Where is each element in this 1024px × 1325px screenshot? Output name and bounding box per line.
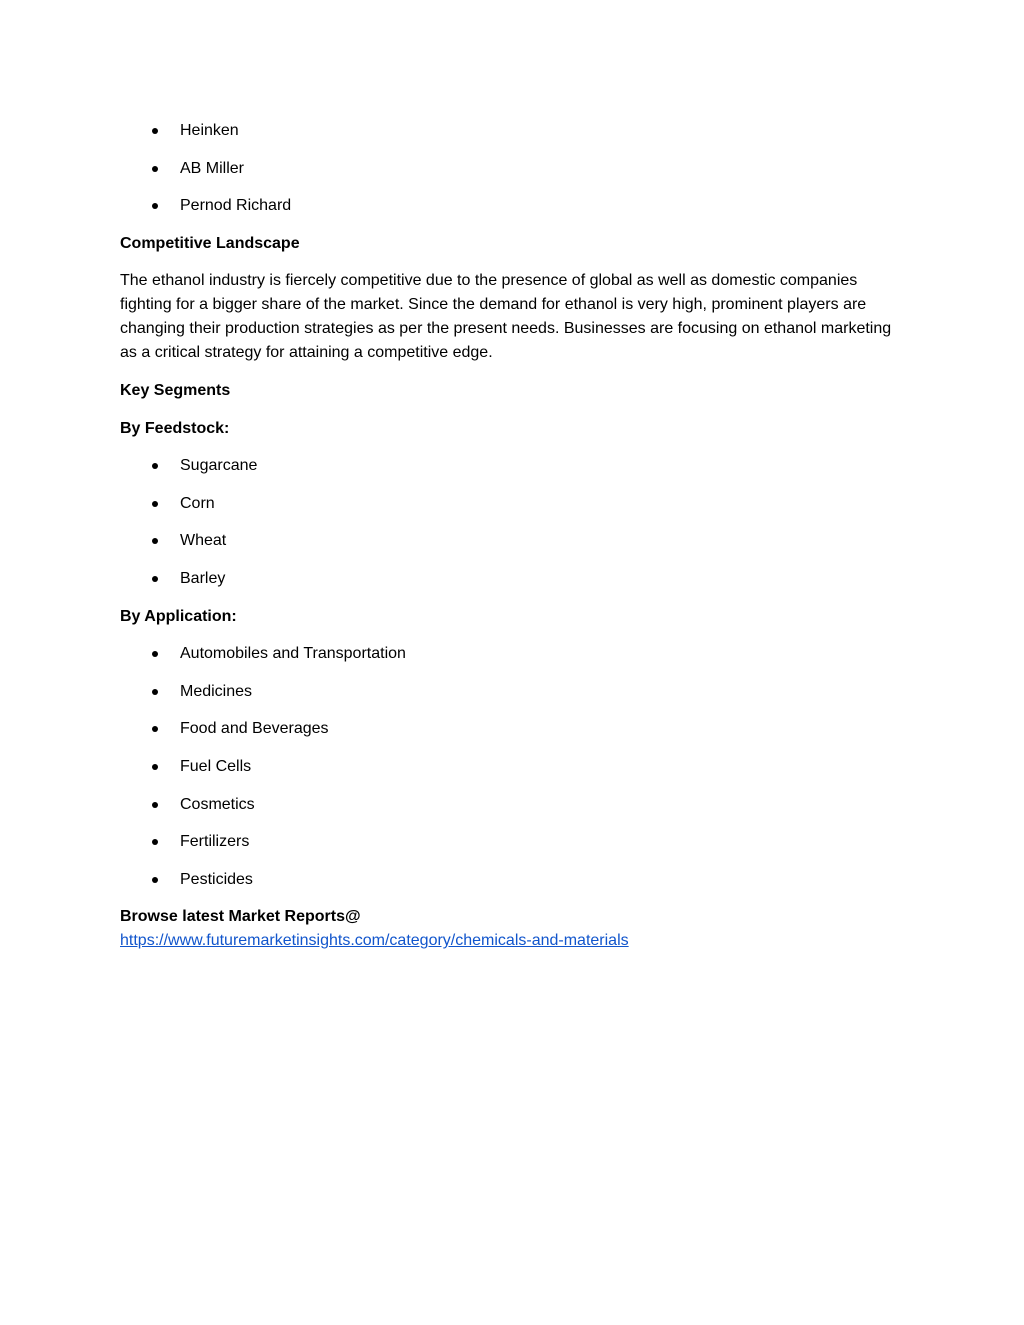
- bullet-icon: [152, 651, 158, 657]
- bullet-icon: [152, 463, 158, 469]
- competitive-landscape-paragraph: The ethanol industry is fiercely competitive due to the presence of global as well as domestic companies fighting for a bigger share of the market. Since the demand for ethanol is very high, prominent players are changing their production strategies as per the present needs. Businesses are focusing on ethanol marketing as a critical strategy for attaining a competitive edge.: [120, 272, 892, 362]
- list-item-text: Wheat: [180, 532, 227, 550]
- list-item: [120, 680, 910, 704]
- document-content: [120, 119, 910, 953]
- list-item-text: Pernod Richard: [180, 197, 292, 215]
- list-item-text: Corn: [180, 494, 215, 512]
- bullet-icon: [152, 802, 158, 808]
- list-item-text: Fertilizers: [180, 833, 250, 851]
- list-item: [120, 157, 910, 181]
- application-list: [120, 642, 910, 892]
- list-item: [120, 492, 910, 516]
- list-item: [120, 830, 910, 854]
- bullet-icon: [152, 726, 158, 732]
- list-item: [120, 567, 910, 591]
- bullet-icon: [152, 128, 158, 134]
- list-item: [120, 194, 910, 218]
- bullet-icon: [152, 576, 158, 582]
- list-item: [120, 454, 910, 478]
- list-item: [120, 793, 910, 817]
- list-item-text: Heinken: [180, 122, 239, 139]
- list-item-text: Pesticides: [180, 870, 253, 888]
- browse-reports-label: Browse latest Market Reports@: [120, 908, 361, 926]
- list-item: [120, 119, 910, 143]
- bullet-icon: [152, 877, 158, 883]
- company-list: [120, 119, 910, 218]
- list-item: [120, 529, 910, 553]
- bullet-icon: [152, 689, 158, 695]
- list-item-text: Fuel Cells: [180, 757, 252, 775]
- list-item-text: Medicines: [180, 682, 253, 700]
- feedstock-list: [120, 454, 910, 591]
- list-item: [120, 717, 910, 741]
- bullet-icon: [152, 501, 158, 507]
- list-item: [120, 868, 910, 892]
- by-feedstock-heading: By Feedstock:: [120, 419, 230, 437]
- list-item-text: AB Miller: [180, 159, 245, 177]
- bullet-icon: [152, 203, 158, 209]
- bullet-icon: [152, 166, 158, 172]
- list-item: [120, 642, 910, 666]
- list-item-text: Barley: [180, 569, 226, 587]
- list-item-text: Food and Beverages: [180, 720, 329, 738]
- list-item-text: Cosmetics: [180, 795, 255, 813]
- competitive-landscape-heading: Competitive Landscape: [120, 234, 300, 252]
- list-item-text: Sugarcane: [180, 457, 258, 475]
- key-segments-heading: Key Segments: [120, 381, 231, 399]
- list-item-text: Automobiles and Transportation: [180, 645, 406, 663]
- bullet-icon: [152, 839, 158, 845]
- bullet-icon: [152, 764, 158, 770]
- bullet-icon: [152, 538, 158, 544]
- list-item: [120, 755, 910, 779]
- by-application-heading: By Application:: [120, 607, 237, 625]
- browse-reports-link[interactable]: https://www.futuremarketinsights.com/category/chemicals-and-materials: [120, 932, 629, 950]
